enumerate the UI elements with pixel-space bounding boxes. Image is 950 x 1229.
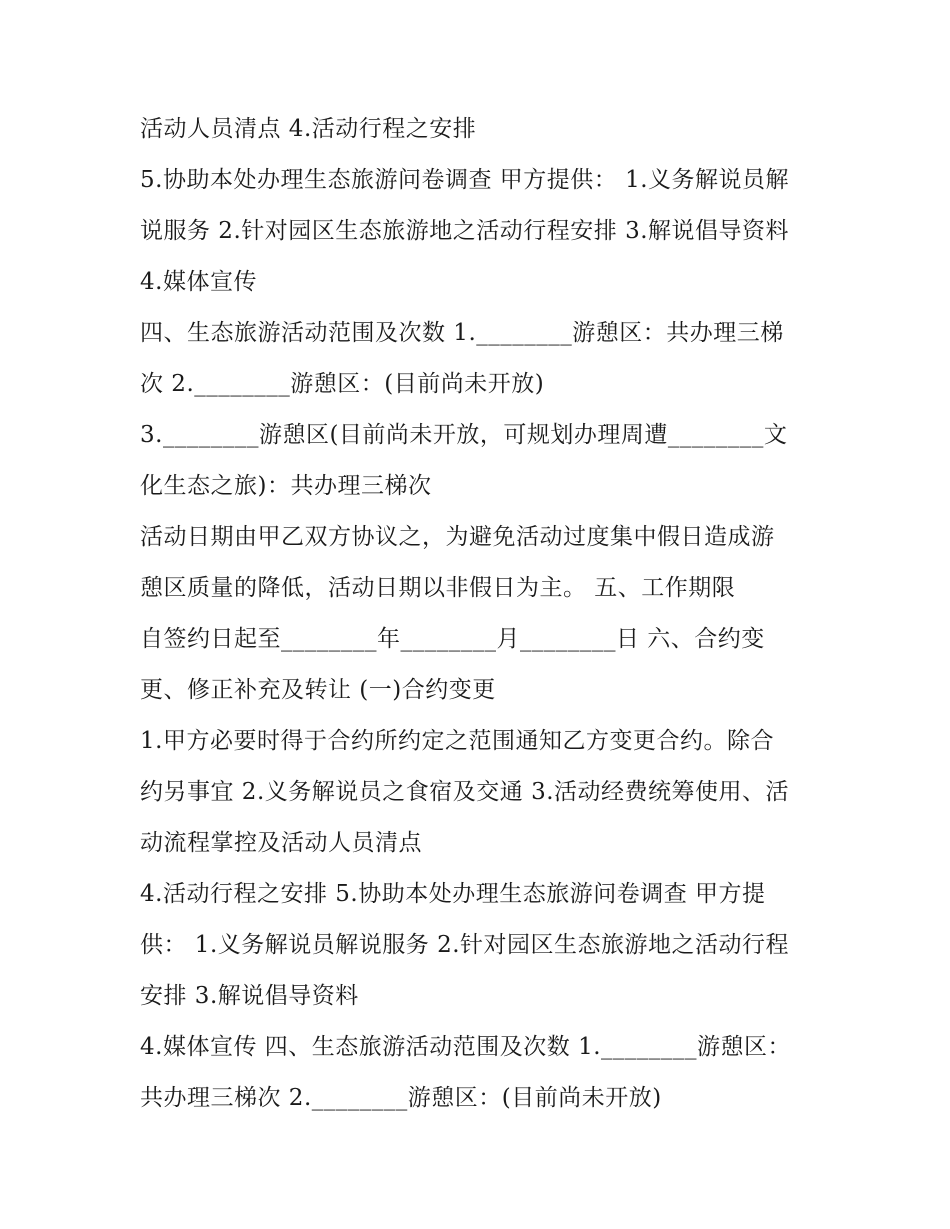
text-line-12: 更、修正补充及转让 (一)合约变更 bbox=[140, 677, 496, 703]
text-line-16: 4.活动行程之安排 5.协助本处办理生态旅游问卷调查 甲方提 bbox=[140, 881, 766, 907]
document-body bbox=[140, 104, 830, 1124]
text-line-20: 共办理三梯次 2.________游憩区：(目前尚未开放) bbox=[140, 1085, 662, 1111]
text-line-19: 4.媒体宣传 四、生态旅游活动范围及次数 1.________游憩区： bbox=[140, 1034, 792, 1060]
text-line-6: 次 2.________游憩区：(目前尚未开放) bbox=[140, 371, 545, 397]
text-line-18: 安排 3.解说倡导资料 bbox=[140, 983, 359, 1009]
text-line-5: 四、生态旅游活动范围及次数 1.________游憩区：共办理三梯 bbox=[140, 320, 784, 346]
text-line-3: 说服务 2.针对园区生态旅游地之活动行程安排 3.解说倡导资料 bbox=[140, 218, 790, 244]
text-line-7: 3.________游憩区(目前尚未开放，可规划办理周遭________文 bbox=[140, 422, 788, 448]
text-line-1: 活动人员清点 4.活动行程之安排 bbox=[140, 116, 477, 142]
text-line-13: 1.甲方必要时得于合约所约定之范围通知乙方变更合约。除合 bbox=[140, 728, 774, 754]
text-line-14: 约另事宜 2.义务解说员之食宿及交通 3.活动经费统筹使用、活 bbox=[140, 779, 790, 805]
text-line-9: 活动日期由甲乙双方协议之，为避免活动过度集中假日造成游 bbox=[140, 524, 775, 550]
text-line-17: 供： 1.义务解说员解说服务 2.针对园区生态旅游地之活动行程 bbox=[140, 932, 790, 958]
text-line-8: 化生态之旅)：共办理三梯次 bbox=[140, 473, 432, 499]
text-line-4: 4.媒体宣传 bbox=[140, 269, 257, 295]
text-line-11: 自签约日起至________年________月________日 六、合约变 bbox=[140, 626, 765, 652]
text-line-15: 动流程掌控及活动人员清点 bbox=[140, 830, 422, 856]
text-line-2: 5.协助本处办理生态旅游问卷调查 甲方提供： 1.义务解说员解 bbox=[140, 167, 790, 193]
text-line-10: 憩区质量的降低，活动日期以非假日为主。 五、工作期限 bbox=[140, 575, 736, 601]
